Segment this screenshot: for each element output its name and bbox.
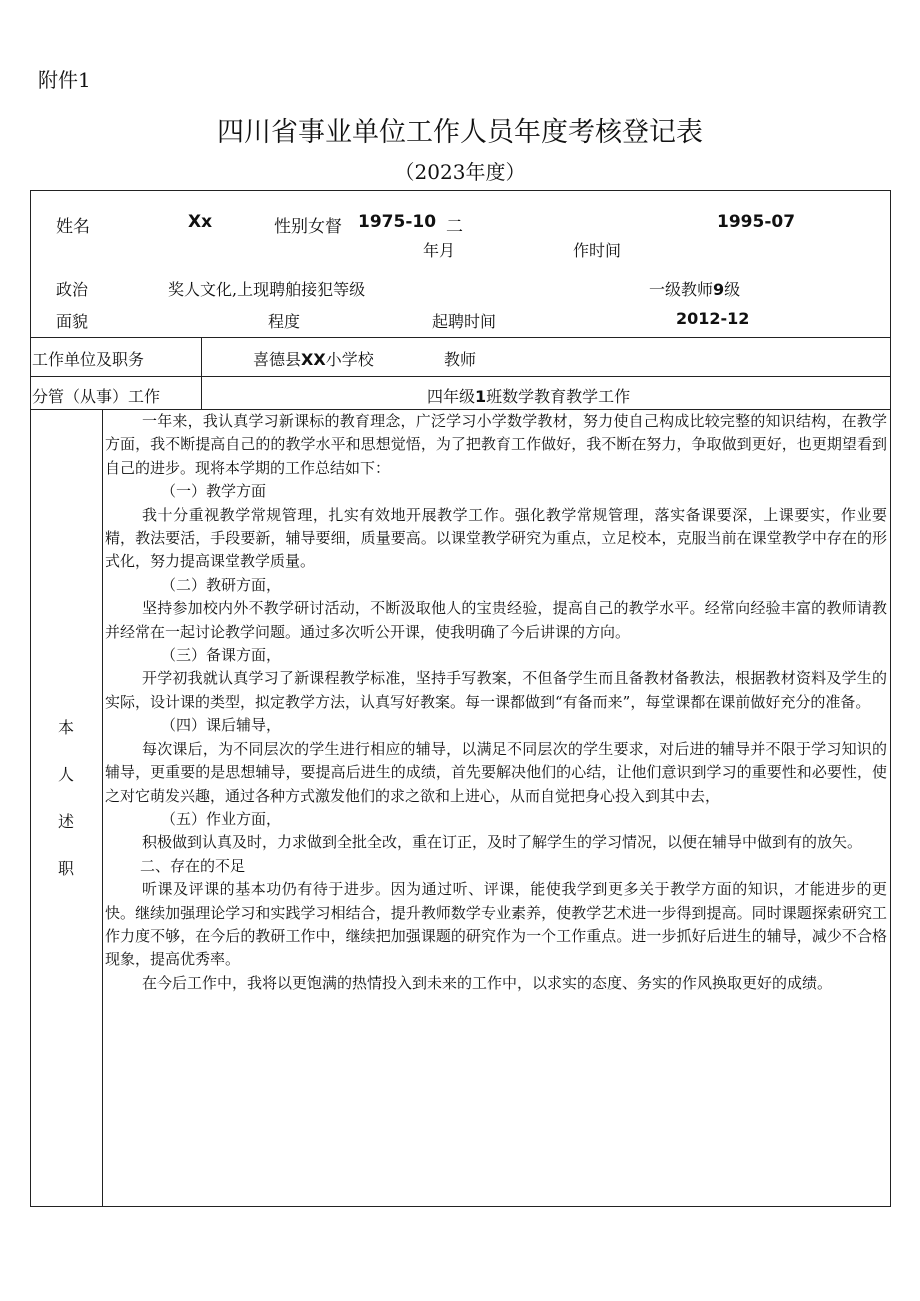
birth-date-value: 1975-10 <box>358 212 437 232</box>
unit-county: 喜德县 <box>253 350 302 369</box>
gender-field: 性别女督 <box>274 217 342 237</box>
duty-value <box>427 384 630 407</box>
statement-body <box>103 410 889 995</box>
teacher-grade-text: 一级教师 <box>649 280 714 299</box>
teacher-grade-suffix: 级 <box>724 280 741 299</box>
statement-label-char: 人 <box>57 765 74 784</box>
birth-date-label: 年月 <box>423 241 456 260</box>
duty-label: 分管（从事）工作 <box>32 387 161 406</box>
section-heading: （五）作业方面， <box>161 809 282 828</box>
statement-paragraph: 在今后工作中，我将以更饱满的热情投入到未来的工作中，以求实的态度、务实的作风换取更好的成绩。 <box>142 973 833 992</box>
hire-time-value: 2012-12 <box>676 309 750 328</box>
duty-grade: 四年级 <box>427 387 476 406</box>
name-value: Xx <box>188 212 213 232</box>
section-heading: （一）教学方面 <box>161 482 267 501</box>
row-divider <box>30 337 891 338</box>
statement-label-char: 职 <box>57 859 74 878</box>
duty-subject: 班数学教育教学工作 <box>486 387 631 406</box>
politics-label: 政治 <box>56 280 89 299</box>
statement-paragraph: 每次课后，为不同层次的学生进行相应的辅导，以满足不同层次的学生要求，对后进的辅导并不限于学习知识的辅导，更重要的是思想辅导，要提高后进生的成绩，首先要解决他们的心结，让他们意识到学习的重要性和必要性，使之对它萌发兴趣，通过各种方式激发他们的求之欲和上进心，从而自觉把身心投入到其中去， <box>105 739 887 805</box>
education-grade-row: 奖人文化,上现聘舶接犯等级 <box>168 280 366 299</box>
statement-label <box>30 704 102 892</box>
politics-label-line2: 面貌 <box>56 312 89 331</box>
unit-school: 小学校 <box>325 350 374 369</box>
teacher-grade <box>649 277 740 300</box>
statement-paragraph: 坚持参加校内外不教学研讨活动，不断汲取他人的宝贵经验，提高自己的教学水平。经常向经验丰富的教师请教并经常在一起讨论教学问题。通过多次听公开课，使我明确了今后讲课的方向。 <box>105 599 887 641</box>
unit-name-placeholder: XX <box>301 350 326 369</box>
statement-paragraph: 积极做到认真及时，力求做到全批全改，重在订正，及时了解学生的学习情况，以便在辅导中做到有的放矢。 <box>142 833 863 852</box>
document-title: 四川省事业单位工作人员年度考核登记表 <box>217 117 703 148</box>
work-start-value: 1995-07 <box>717 212 796 232</box>
year-label: （2023年度） <box>394 160 526 184</box>
birth-date-tail: 二 <box>446 217 463 237</box>
section-heading: （三）备课方面， <box>161 646 282 665</box>
statement-paragraph: 听课及评课的基本功仍有待于进步。因为通过听、评课，能使我学到更多关于教学方面的知识，才能进步的更快。继续加强理论学习和实践学习相结合，提升教师数学专业素养，使教学艺术进一步得到提高。同时课题探索研究工作力度不够，在今后的教研工作中，继续把加强课题的研究作为一个工作重点。进一步抓好后进生的辅导，减少不合格现象，提高优秀率。 <box>105 880 887 969</box>
statement-label-char: 述 <box>57 812 74 831</box>
duty-class-number: 1 <box>475 387 487 406</box>
unit-label: 工作单位及职务 <box>32 350 145 369</box>
name-label: 姓名 <box>56 217 90 237</box>
row-divider <box>30 376 891 377</box>
hire-time-label: 起聘时间 <box>432 312 497 331</box>
column-divider <box>201 337 202 409</box>
statement-paragraph: 我十分重视教学常规管理，扎实有效地开展教学工作。强化教学常规管理，落实备课要深，上课要实，作业要精，教法要活，手段要新，辅导要细，质量要高。以课堂教学研究为重点，立足校本，克服当前在课堂教学中存在的形式化，努力提高课堂教学质量。 <box>105 505 887 571</box>
section-heading: 二、存在的不足 <box>140 856 246 875</box>
attachment-label: 附件1 <box>38 68 91 92</box>
statement-label-char: 本 <box>57 718 74 737</box>
unit-value <box>253 347 374 370</box>
section-heading: （四）课后辅导， <box>161 716 282 735</box>
teacher-grade-number: 9 <box>713 280 725 299</box>
section-heading: （二）教研方面， <box>161 575 282 594</box>
unit-role: 教师 <box>444 350 477 369</box>
education-label: 程度 <box>268 312 301 331</box>
statement-paragraph: 开学初我就认真学习了新课程教学标准，坚持手写教案，不但备学生而且备教材备教法，根据教材资料及学生的实际，设计课的类型，拟定教学方法，认真写好教案。每一课都做到“有备而来”，每堂课都在课前做好充分的准备。 <box>105 669 887 711</box>
statement-paragraph: 一年来，我认真学习新课标的教育理念，广泛学习小学数学教材，努力使自己构成比较完整的知识结构，在教学方面，我不断提高自己的的教学水平和思想觉悟，为了把教育工作做好，我不断在努力，争取做到更好，也更期望看到自己的进步。现将本学期的工作总结如下： <box>105 412 887 477</box>
work-start-label: 作时间 <box>573 241 622 260</box>
